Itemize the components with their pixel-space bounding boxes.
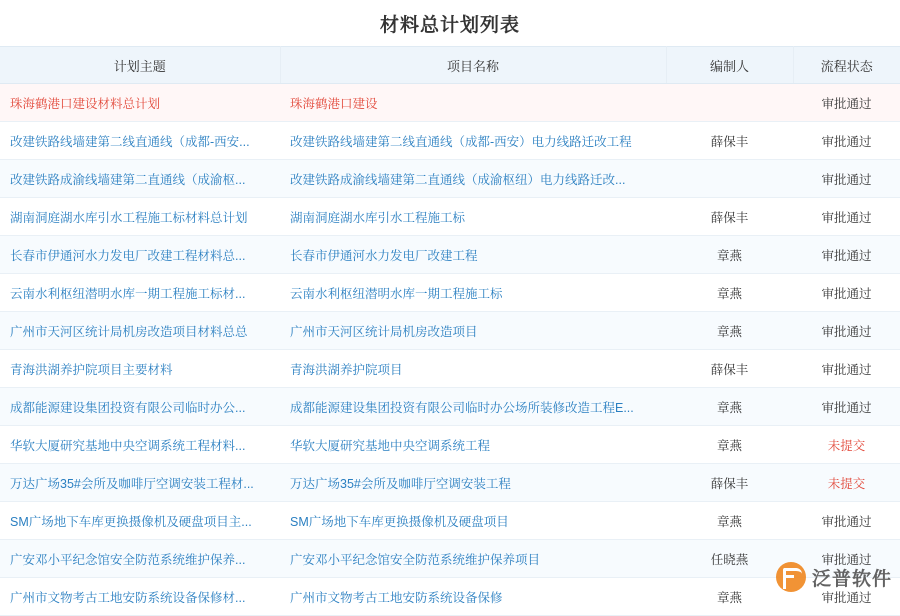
cell-author	[666, 160, 793, 198]
table-header	[0, 47, 900, 84]
cell-plan-theme[interactable]: 改建铁路成渝线墙建第二直通线（成渝枢...	[0, 160, 280, 198]
cell-plan-theme[interactable]: 华软大厦研究基地中央空调系统工程材料...	[0, 426, 280, 464]
cell-project-name[interactable]: 改建铁路成渝线墙建第二直通线（成渝枢纽）电力线路迁改...	[280, 160, 666, 198]
table-row[interactable]	[0, 578, 900, 616]
cell-status: 未提交	[793, 426, 900, 464]
table-row[interactable]	[0, 464, 900, 502]
table-body	[0, 84, 900, 616]
cell-plan-theme[interactable]: 广州市文物考古工地安防系统设备保修材...	[0, 578, 280, 616]
watermark-label: 泛普软件	[811, 568, 892, 590]
cell-plan-theme[interactable]: 万达广场35#会所及咖啡厅空调安装工程材...	[0, 464, 280, 502]
cell-plan-theme[interactable]: 改建铁路线墙建第二线直通线（成都-西安...	[0, 122, 280, 160]
cell-plan-theme[interactable]: 广州市天河区统计局机房改造项目材料总总	[0, 312, 280, 350]
cell-project-name[interactable]: 成都能源建设集团投资有限公司临时办公场所装修改造工程E...	[280, 388, 666, 426]
table-row[interactable]	[0, 274, 900, 312]
cell-status: 审批通过	[793, 502, 900, 540]
material-plan-table	[0, 46, 900, 616]
cell-project-name[interactable]: 湖南洞庭湖水库引水工程施工标	[280, 198, 666, 236]
cell-author: 章燕	[666, 312, 793, 350]
table-row[interactable]	[0, 198, 900, 236]
table-row[interactable]	[0, 312, 900, 350]
cell-project-name[interactable]: 广安邓小平纪念馆安全防范系统维护保养项目	[280, 540, 666, 578]
cell-project-name[interactable]: 广州市天河区统计局机房改造项目	[280, 312, 666, 350]
cell-status: 审批通过	[793, 350, 900, 388]
cell-project-name[interactable]: SM广场地下车库更换摄像机及硬盘项目	[280, 502, 666, 540]
cell-plan-theme[interactable]: 成都能源建设集团投资有限公司临时办公...	[0, 388, 280, 426]
cell-author: 章燕	[666, 426, 793, 464]
cell-author: 章燕	[666, 274, 793, 312]
page-title: 材料总计划列表	[379, 15, 520, 36]
cell-status: 审批通过	[793, 312, 900, 350]
cell-plan-theme[interactable]: 湖南洞庭湖水库引水工程施工标材料总计划	[0, 198, 280, 236]
column-header-status[interactable]: 流程状态	[793, 47, 900, 84]
cell-status: 审批通过	[793, 236, 900, 274]
column-header-author[interactable]: 编制人	[666, 47, 793, 84]
cell-author: 章燕	[666, 502, 793, 540]
cell-plan-theme[interactable]: 青海洪湖养护院项目主要材料	[0, 350, 280, 388]
cell-status: 审批通过	[793, 274, 900, 312]
cell-author: 章燕	[666, 578, 793, 616]
table-row[interactable]	[0, 426, 900, 464]
cell-author: 章燕	[666, 388, 793, 426]
cell-author: 薛保丰	[666, 350, 793, 388]
cell-status: 审批通过	[793, 198, 900, 236]
cell-author: 薛保丰	[666, 122, 793, 160]
cell-project-name[interactable]: 云南水利枢纽潜明水库一期工程施工标	[280, 274, 666, 312]
cell-status: 审批通过	[793, 578, 900, 616]
cell-status: 审批通过	[793, 84, 900, 122]
table-row[interactable]	[0, 540, 900, 578]
cell-project-name[interactable]: 长春市伊通河水力发电厂改建工程	[280, 236, 666, 274]
table-row[interactable]	[0, 160, 900, 198]
table-row[interactable]	[0, 350, 900, 388]
table-row[interactable]	[0, 236, 900, 274]
table-row[interactable]	[0, 388, 900, 426]
cell-project-name[interactable]: 华软大厦研究基地中央空调系统工程	[280, 426, 666, 464]
cell-project-name[interactable]: 万达广场35#会所及咖啡厅空调安装工程	[280, 464, 666, 502]
column-header-theme[interactable]: 计划主题	[0, 47, 280, 84]
table-row[interactable]	[0, 84, 900, 122]
cell-status: 审批通过	[793, 388, 900, 426]
cell-project-name[interactable]: 青海洪湖养护院项目	[280, 350, 666, 388]
table-row[interactable]	[0, 502, 900, 540]
cell-plan-theme[interactable]: 珠海鹤港口建设材料总计划	[0, 84, 280, 122]
cell-author: 任晓燕	[666, 540, 793, 578]
cell-status: 审批通过	[793, 540, 900, 578]
cell-author: 章燕	[666, 236, 793, 274]
cell-status: 未提交	[793, 464, 900, 502]
cell-author: 薛保丰	[666, 198, 793, 236]
cell-status: 审批通过	[793, 122, 900, 160]
cell-status: 审批通过	[793, 160, 900, 198]
cell-plan-theme[interactable]: 长春市伊通河水力发电厂改建工程材料总...	[0, 236, 280, 274]
cell-plan-theme[interactable]: 广安邓小平纪念馆安全防范系统维护保养...	[0, 540, 280, 578]
cell-project-name[interactable]: 珠海鹤港口建设	[280, 84, 666, 122]
cell-author: 薛保丰	[666, 464, 793, 502]
cell-project-name[interactable]: 广州市文物考古工地安防系统设备保修	[280, 578, 666, 616]
cell-project-name[interactable]: 改建铁路线墙建第二线直通线（成都-西安）电力线路迁改工程	[280, 122, 666, 160]
cell-plan-theme[interactable]: SM广场地下车库更换摄像机及硬盘项目主...	[0, 502, 280, 540]
cell-author	[666, 84, 793, 122]
table-row[interactable]	[0, 122, 900, 160]
cell-plan-theme[interactable]: 云南水利枢纽潜明水库一期工程施工标材...	[0, 274, 280, 312]
column-header-project[interactable]: 项目名称	[280, 47, 666, 84]
table-header-row	[0, 47, 900, 84]
